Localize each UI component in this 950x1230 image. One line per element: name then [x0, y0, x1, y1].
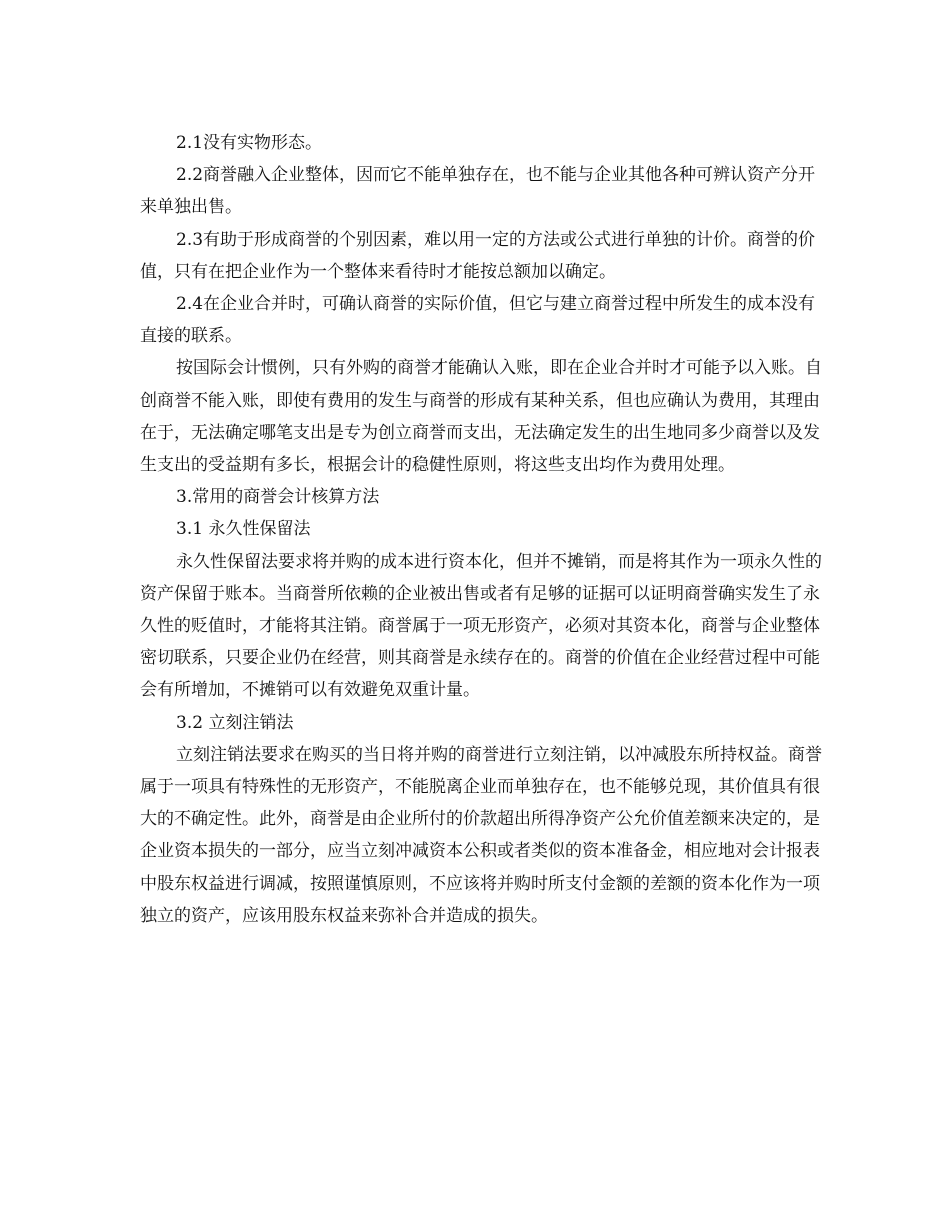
paragraph-permanent-retention: 永久性保留法要求将并购的成本进行资本化，但并不摊销，而是将其作为一项永久性的资产保留于账本。当商誉所依赖的企业被出售或者有足够的证据可以证明商誉确实发生了永久性的贬值时，才能将其注销。商誉属于一项无形资产，必须对其资本化，商誉与企业整体密切联系，只要企业仍在经营，则其商誉是永续存在的。商誉的价值在企业经营过程中可能会有所增加，不摊销可以有效避免双重计量。	[140, 551, 822, 701]
section-heading-3: 3.常用的商誉会计核算方法	[176, 487, 380, 508]
subheading-3-2: 3.2 立刻注销法	[176, 712, 294, 733]
subheading-3-1: 3.1 永久性保留法	[176, 519, 311, 540]
paragraph-immediate-writeoff: 立刻注销法要求在购买的当日将并购的商誉进行立刻注销，以冲减股东所持权益。商誉属于一项具有特殊性的无形资产，不能脱离企业而单独存在，也不能够兑现，其价值具有很大的不确定性。此外，商誉是由企业所付的价款超出所得净资产公允价值差额来决定的，是企业资本损失的一部分，应当立刻冲减资本公积或者类似的资本准备金，相应地对会计报表中股东权益进行调减，按照谨慎原则，不应该将并购时所支付金额的差额的资本化作为一项独立的资产，应该用股东权益来弥补合并造成的损失。	[140, 744, 822, 926]
paragraph-2-4: 2.4在企业合并时，可确认商誉的实际价值，但它与建立商誉过程中所发生的成本没有直接的联系。	[140, 294, 816, 347]
paragraph-2-2: 2.2商誉融入企业整体，因而它不能单独存在，也不能与企业其他各种可辨认资产分开来单独出售。	[140, 165, 816, 218]
paragraph-2-3: 2.3有助于形成商誉的个别因素，难以用一定的方法或公式进行单独的计价。商誉的价值，只有在把企业作为一个整体来看待时才能按总额加以确定。	[140, 229, 816, 282]
paragraph-international-practice: 按国际会计惯例，只有外购的商誉才能确认入账，即在企业合并时才可能予以入账。自创商誉不能入账，即使有费用的发生与商誉的形成有某种关系，但也应确认为费用，其理由在于，无法确定哪笔支出是专为创立商誉而支出，无法确定发生的出生地同多少商誉以及发生支出的受益期有多长，根据会计的稳健性原则，将这些支出均作为费用处理。	[140, 358, 822, 476]
paragraph-2-1: 2.1没有实物形态。	[176, 133, 323, 153]
